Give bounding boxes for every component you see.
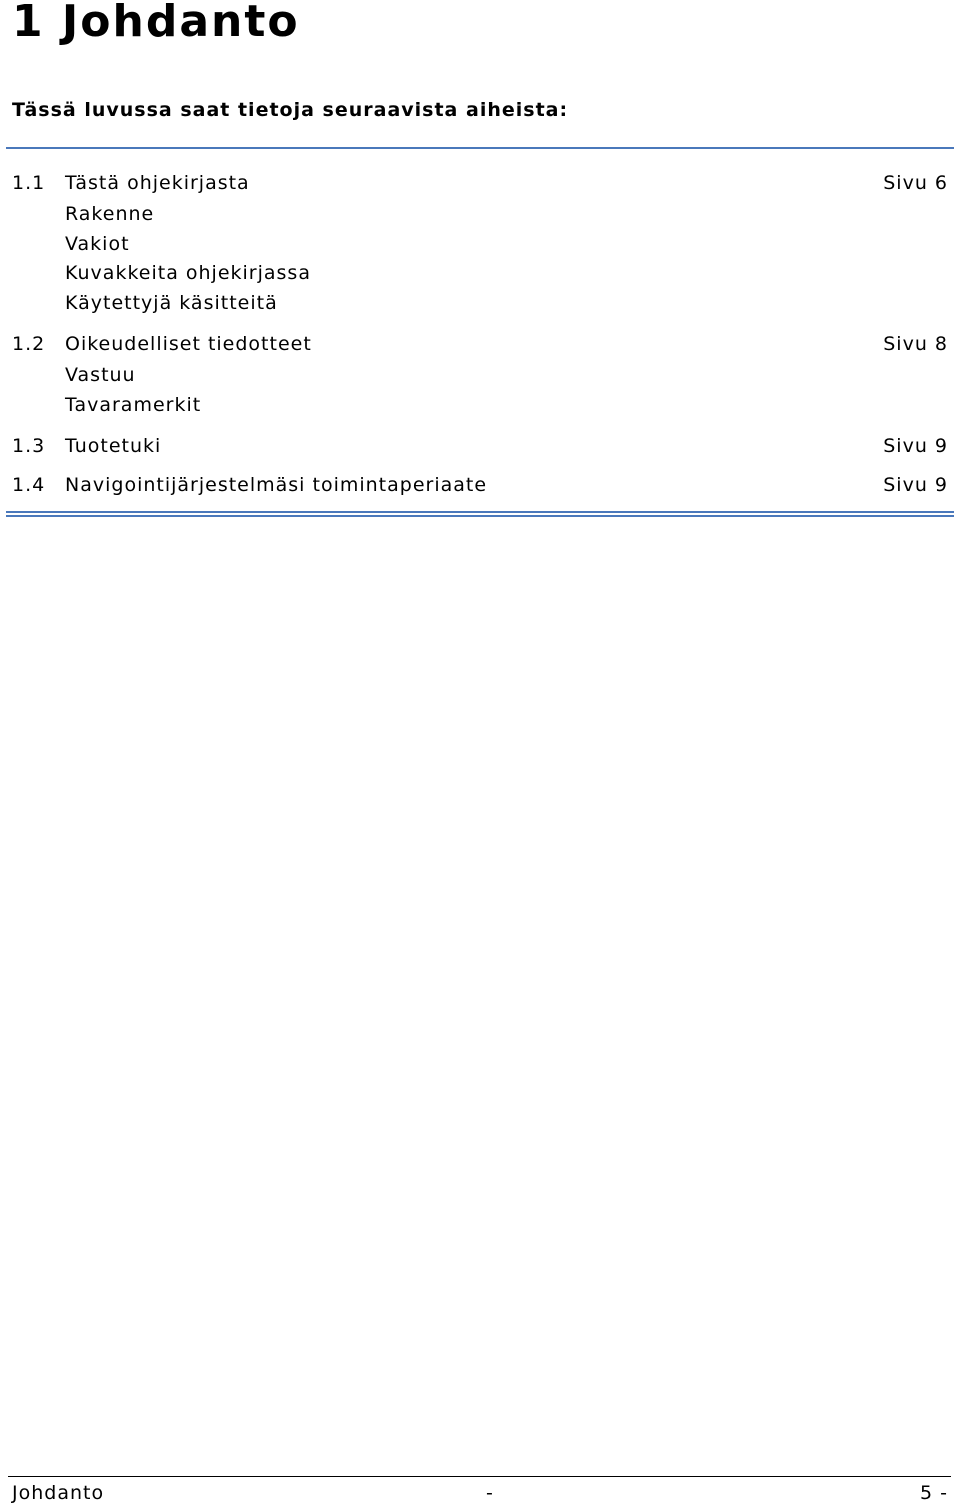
toc-subitem[interactable]: Rakenne (65, 203, 155, 225)
toc-section (12, 433, 948, 459)
toc-entry-page: Sivu 8 (883, 333, 948, 355)
toc-entry[interactable] (12, 472, 948, 498)
toc-entry-title: Tästä ohjekirjasta (65, 172, 250, 194)
toc-subitem[interactable]: Vakiot (65, 232, 130, 255)
toc-bottom-rule-secondary (6, 515, 954, 517)
chapter-title: 1 Johdanto (12, 0, 300, 47)
page-footer (12, 1481, 948, 1505)
toc-entry-title: Tuotetuki (65, 435, 162, 457)
toc-subitem[interactable]: Tavaramerkit (65, 393, 202, 416)
toc-entry-number: 1.2 (12, 333, 46, 355)
toc-entry-number: 1.3 (12, 435, 46, 457)
toc-entry-number: 1.1 (12, 172, 46, 194)
toc-section (12, 472, 948, 498)
toc-entry[interactable] (12, 433, 948, 459)
toc-subitem[interactable]: Kuvakkeita ohjekirjassa (65, 262, 311, 284)
toc-section (12, 170, 948, 318)
footer-rule (8, 1476, 951, 1477)
toc-bottom-rule (6, 511, 954, 513)
toc-entry-number: 1.4 (12, 474, 46, 496)
toc-entry-page: Sivu 9 (883, 435, 948, 457)
toc-section (12, 331, 948, 420)
chapter-intro: Tässä luvussa saat tietoja seuraavista aiheista: (12, 99, 569, 121)
toc-entry[interactable] (12, 170, 948, 196)
toc-entry-title: Navigointijärjestelmäsi toimintaperiaate (65, 474, 488, 496)
toc-subitem[interactable]: Käytettyjä käsitteitä (65, 291, 278, 314)
footer-chapter-name: Johdanto (12, 1482, 105, 1504)
toc-entry-page: Sivu 9 (883, 474, 948, 496)
toc-top-rule (6, 147, 954, 149)
footer-page-number: 5 - (920, 1482, 948, 1504)
footer-separator: - (486, 1482, 494, 1504)
toc-subitem[interactable]: Vastuu (65, 364, 136, 386)
toc-entry-page: Sivu 6 (883, 172, 948, 194)
table-of-contents (12, 170, 948, 498)
toc-entry[interactable] (12, 331, 948, 357)
toc-entry-title: Oikeudelliset tiedotteet (65, 333, 312, 355)
